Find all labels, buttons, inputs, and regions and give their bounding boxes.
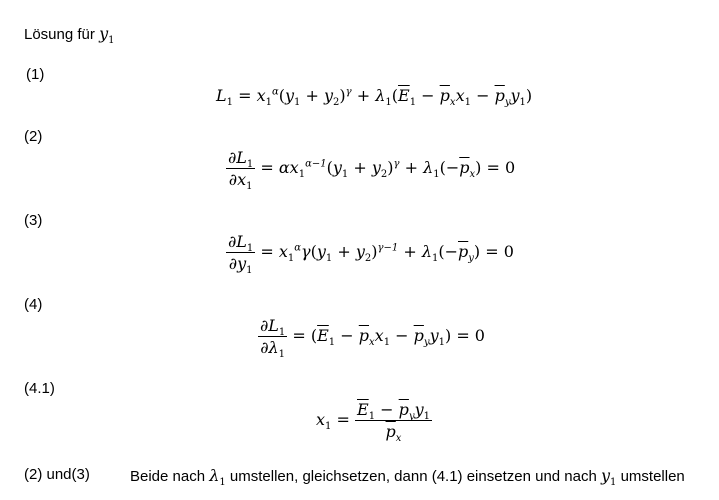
step-label-2: (2) [24,128,43,145]
step-label-1: (1) [26,66,45,83]
equation-4: $\frac{\partial L_1}{\partial\lambda_1}$ = $(\overline{E}_1 - \overline{p}_xx_1 - \overline{p}_yy_1) = 0$ [260,316,485,361]
step-label-4: (4) [24,296,43,313]
page-title: Lösung für $y_1$ [24,24,115,46]
equation-3: $\frac{\partial L_1}{\partial y_1}$ = $x_1^\alpha\gamma(y_1 + y_2)^{\gamma-1} + \lambda_1(-\overline{p}_y) = 0$ [228,232,514,277]
step-label-4-1: (4.1) [24,380,55,397]
equation-4-1: $x_1$ = $\frac{\overline{E}_1 - \overline{p}_yy_1}{\overline{p}_x}$ [316,400,430,445]
footer-text: Beide nach $\lambda_1$ umstellen, gleichsetzen, dann (4.1) einsetzen und nach $y_1$ umstellen [130,466,685,488]
equation-1: $L_1 = x_1^\alpha(y_1 + y_2)^\gamma + \lambda_1(\overline{E}_1 - \overline{p}_xx_1 - \overline{p}_yy_1)$ [216,86,533,109]
footer-label: (2) und(3) [24,466,90,483]
step-label-3: (3) [24,212,43,229]
equation-2: $\frac{\partial L_1}{\partial x_1}$ = $\alpha x_1^{\alpha-1}(y_1 + y_2)^\gamma + \lambda_1(-\overline{p}_x) = 0$ [228,148,516,193]
